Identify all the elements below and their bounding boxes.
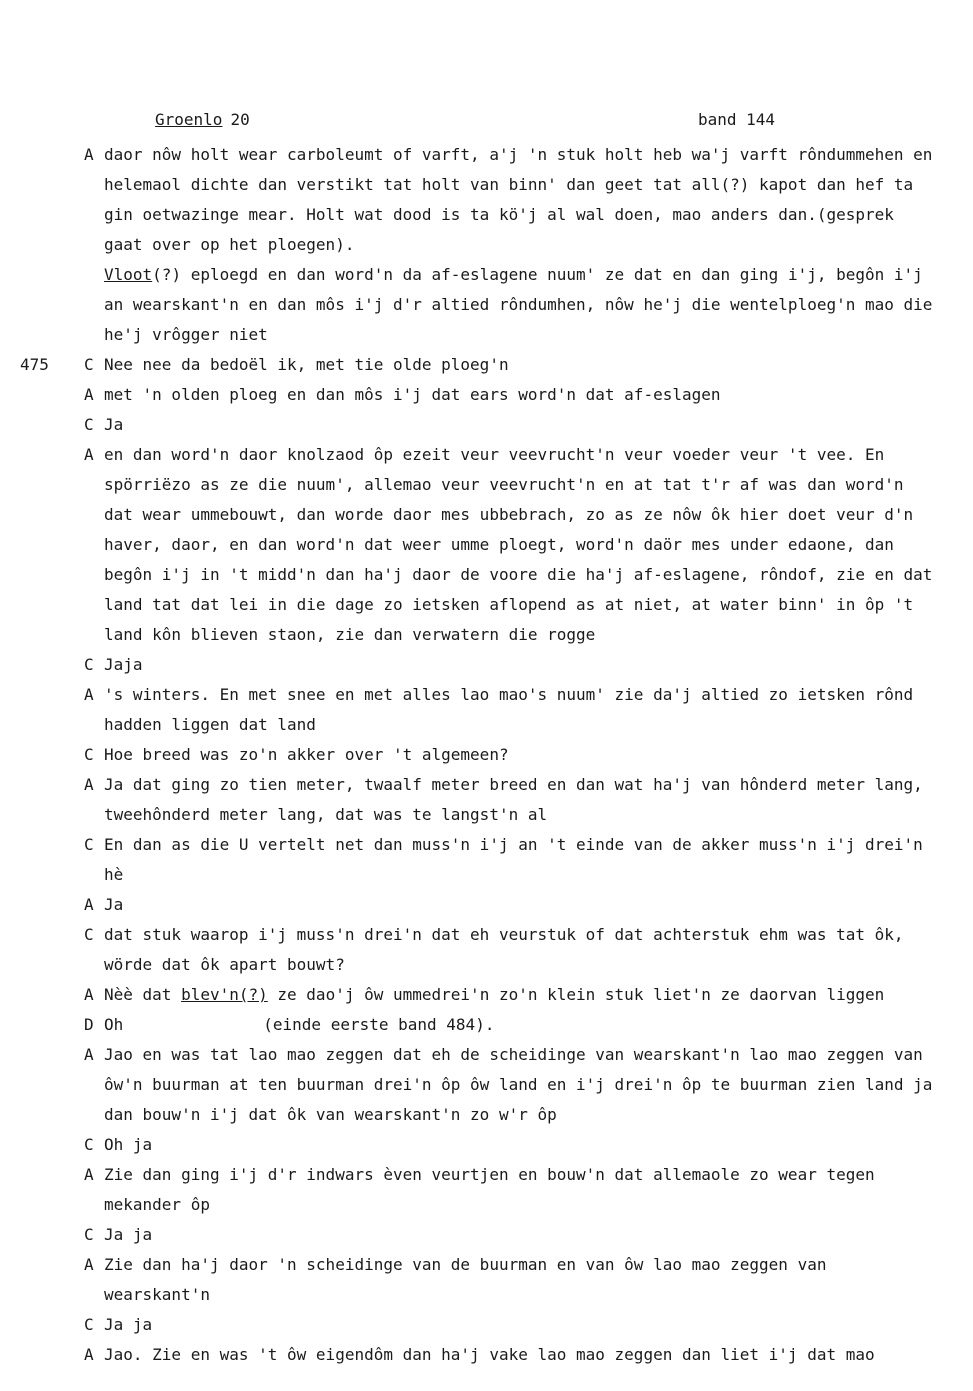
speaker-label: A: [84, 1045, 94, 1064]
utterance-text: met 'n olden ploeg en dan môs i'j dat ears word'n dat af-eslagen: [104, 385, 721, 404]
transcript-entry: [0, 740, 973, 770]
utterance-text: daor nôw holt wear carboleumt of varft, a'j 'n stuk holt heb wa'j varft rôndummehen en helemaol dichte dan verstikt tat holt van binn' dan geet tat all(?) kapot dan hef ta gin oetwazinge mear. Holt wat dood is ta kö'j al wal doen, mao anders dan.(gesprek gaat over op het ploegen).: [104, 145, 933, 254]
speaker-label: C: [84, 925, 94, 944]
speaker-label: C: [84, 415, 94, 434]
speaker-label: C: [84, 355, 94, 374]
utterance-text-rest: (?) eploegd en dan word'n da af-eslagene nuum' ze dat en dan ging i'j, begôn i'j an wearskant'n en dan môs i'j d'r altied rôndumhen, nôw he'j die wentelploeg'n mao die he'j vrôgger niet: [104, 265, 933, 344]
utterance-text: Zie dan ha'j daor 'n scheidinge van de buurman en van ôw lao mao zeggen van wearskant'n: [104, 1255, 827, 1304]
speaker-label: A: [84, 385, 94, 404]
tape-note: (einde eerste band 484).: [263, 1015, 495, 1034]
speaker-label: A: [84, 1345, 94, 1364]
transcript-entry: [0, 410, 973, 440]
margin-line-number: 475: [20, 355, 49, 374]
transcript-entry: [0, 260, 973, 350]
transcript-entry: [0, 350, 973, 380]
page-number: 20: [230, 110, 250, 129]
transcript-entry: [0, 1160, 973, 1220]
speaker-label: A: [84, 145, 94, 164]
speaker-label: C: [84, 835, 94, 854]
uncertain-word: blev'n(?): [181, 985, 268, 1004]
speaker-label: C: [84, 1225, 94, 1244]
speaker-label: A: [84, 775, 94, 794]
utterance-text-start: Nèè dat: [104, 985, 182, 1004]
utterance-text-start: Oh: [104, 1015, 124, 1034]
speaker-label: A: [84, 685, 94, 704]
band-number: band 144: [698, 110, 776, 129]
transcript-entry: [0, 1220, 973, 1250]
speaker-label: D: [84, 1015, 94, 1034]
utterance-text: 's winters. En met snee en met alles lao mao's nuum' zie da'j altied zo ietsken rônd hadden liggen dat land: [104, 685, 914, 734]
utterance-text: Ja: [104, 895, 124, 914]
utterance-text: Ja ja: [104, 1225, 153, 1244]
transcript-entry: [0, 1040, 973, 1130]
utterance-text: Hoe breed was zo'n akker over 't algemeen?: [104, 745, 509, 764]
place-name: Groenlo: [155, 110, 223, 129]
speaker-label: A: [84, 985, 94, 1004]
page-location-and-number: [155, 110, 250, 129]
transcript-entry: [0, 680, 973, 740]
utterance-text: En dan as die U vertelt net dan muss'n i'j an 't einde van de akker muss'n i'j drei'n hè: [104, 835, 923, 884]
utterance-text: Oh ja: [104, 1135, 153, 1154]
utterance-text: Zie dan ging i'j d'r indwars èven veurtjen en bouw'n dat allemaole zo wear tegen mekander ôp: [104, 1165, 875, 1214]
utterance-text: Jao en was tat lao mao zeggen dat eh de scheidinge van wearskant'n lao mao zeggen van ôw'n buurman at ten buurman drei'n ôp ôw land en i'j drei'n ôp te buurman zien land ja dan bouw'n i'j dat ôk van wearskant'n zo w'r ôp: [104, 1045, 933, 1124]
transcript-entry: [0, 980, 973, 1010]
utterance-text: dat stuk waarop i'j muss'n drei'n dat eh veurstuk of dat achterstuk ehm was tat ôk, wörde dat ôk apart bouwt?: [104, 925, 904, 974]
utterance-text: Nee nee da bedoël ik, met tie olde ploeg'n: [104, 355, 509, 374]
utterance-text: Jao. Zie en was 't ôw eigendôm dan ha'j vake lao mao zeggen dan liet i'j dat mao: [104, 1345, 875, 1364]
utterance-text: Jaja: [104, 655, 143, 674]
speaker-label: C: [84, 1315, 94, 1334]
speaker-label: C: [84, 655, 94, 674]
utterance-text: Ja ja: [104, 1315, 153, 1334]
transcript-entry: [0, 920, 973, 980]
speaker-label: C: [84, 1135, 94, 1154]
speaker-label: C: [84, 745, 94, 764]
transcript-entry: [0, 140, 973, 260]
transcript-entry: [0, 650, 973, 680]
uncertain-word: Vloot: [104, 265, 153, 284]
transcript-entry: [0, 890, 973, 920]
speaker-label: A: [84, 445, 94, 464]
transcript-entry: [0, 1130, 973, 1160]
transcript-entry: [0, 1250, 973, 1310]
speaker-label: A: [84, 1165, 94, 1184]
utterance-text: Ja dat ging zo tien meter, twaalf meter breed en dan wat ha'j van hônderd meter lang, tweehônderd meter lang, dat was te langst'n al: [104, 775, 923, 824]
utterance-text: [104, 980, 934, 1010]
page-header: [155, 110, 795, 132]
utterance-text: [104, 1010, 934, 1040]
transcript-entry: [0, 1010, 973, 1040]
transcript-entry: [0, 380, 973, 410]
utterance-text-rest: ze dao'j ôw ummedrei'n zo'n klein stuk liet'n ze daorvan liggen: [267, 985, 885, 1004]
transcript-entry: [0, 1310, 973, 1340]
transcript-entry: [0, 770, 973, 830]
transcript-entry: [0, 1340, 973, 1370]
speaker-label: A: [84, 1255, 94, 1274]
utterance-text: Ja: [104, 415, 124, 434]
transcript-entry: [0, 830, 973, 890]
utterance-text: en dan word'n daor knolzaod ôp ezeit veur veevrucht'n veur voeder veur 't vee. En spörriëzo as ze die nuum', allemao veur veevrucht'n en at tat t'r af was dan word'n dat wear ummebouwt, dan worde daor mes ubbebrach, zo as ze nôw ôk hier doet veur d'n haver, daor, en dan word'n dat weer umme ploegt, word'n daör mes under edaone, dan begôn i'j in 't midd'n dan ha'j daor de voore die ha'j af-eslagene, rôndof, zie en dat land tat dat lei in die dage zo ietsken aflopend as at niet, at water binn' in ôp 't land kôn blieven staon, zie dan verwatern die rogge: [104, 445, 933, 644]
utterance-text: [104, 260, 934, 350]
transcript-entry: [0, 440, 973, 650]
speaker-label: A: [84, 895, 94, 914]
transcript: [0, 140, 973, 1370]
